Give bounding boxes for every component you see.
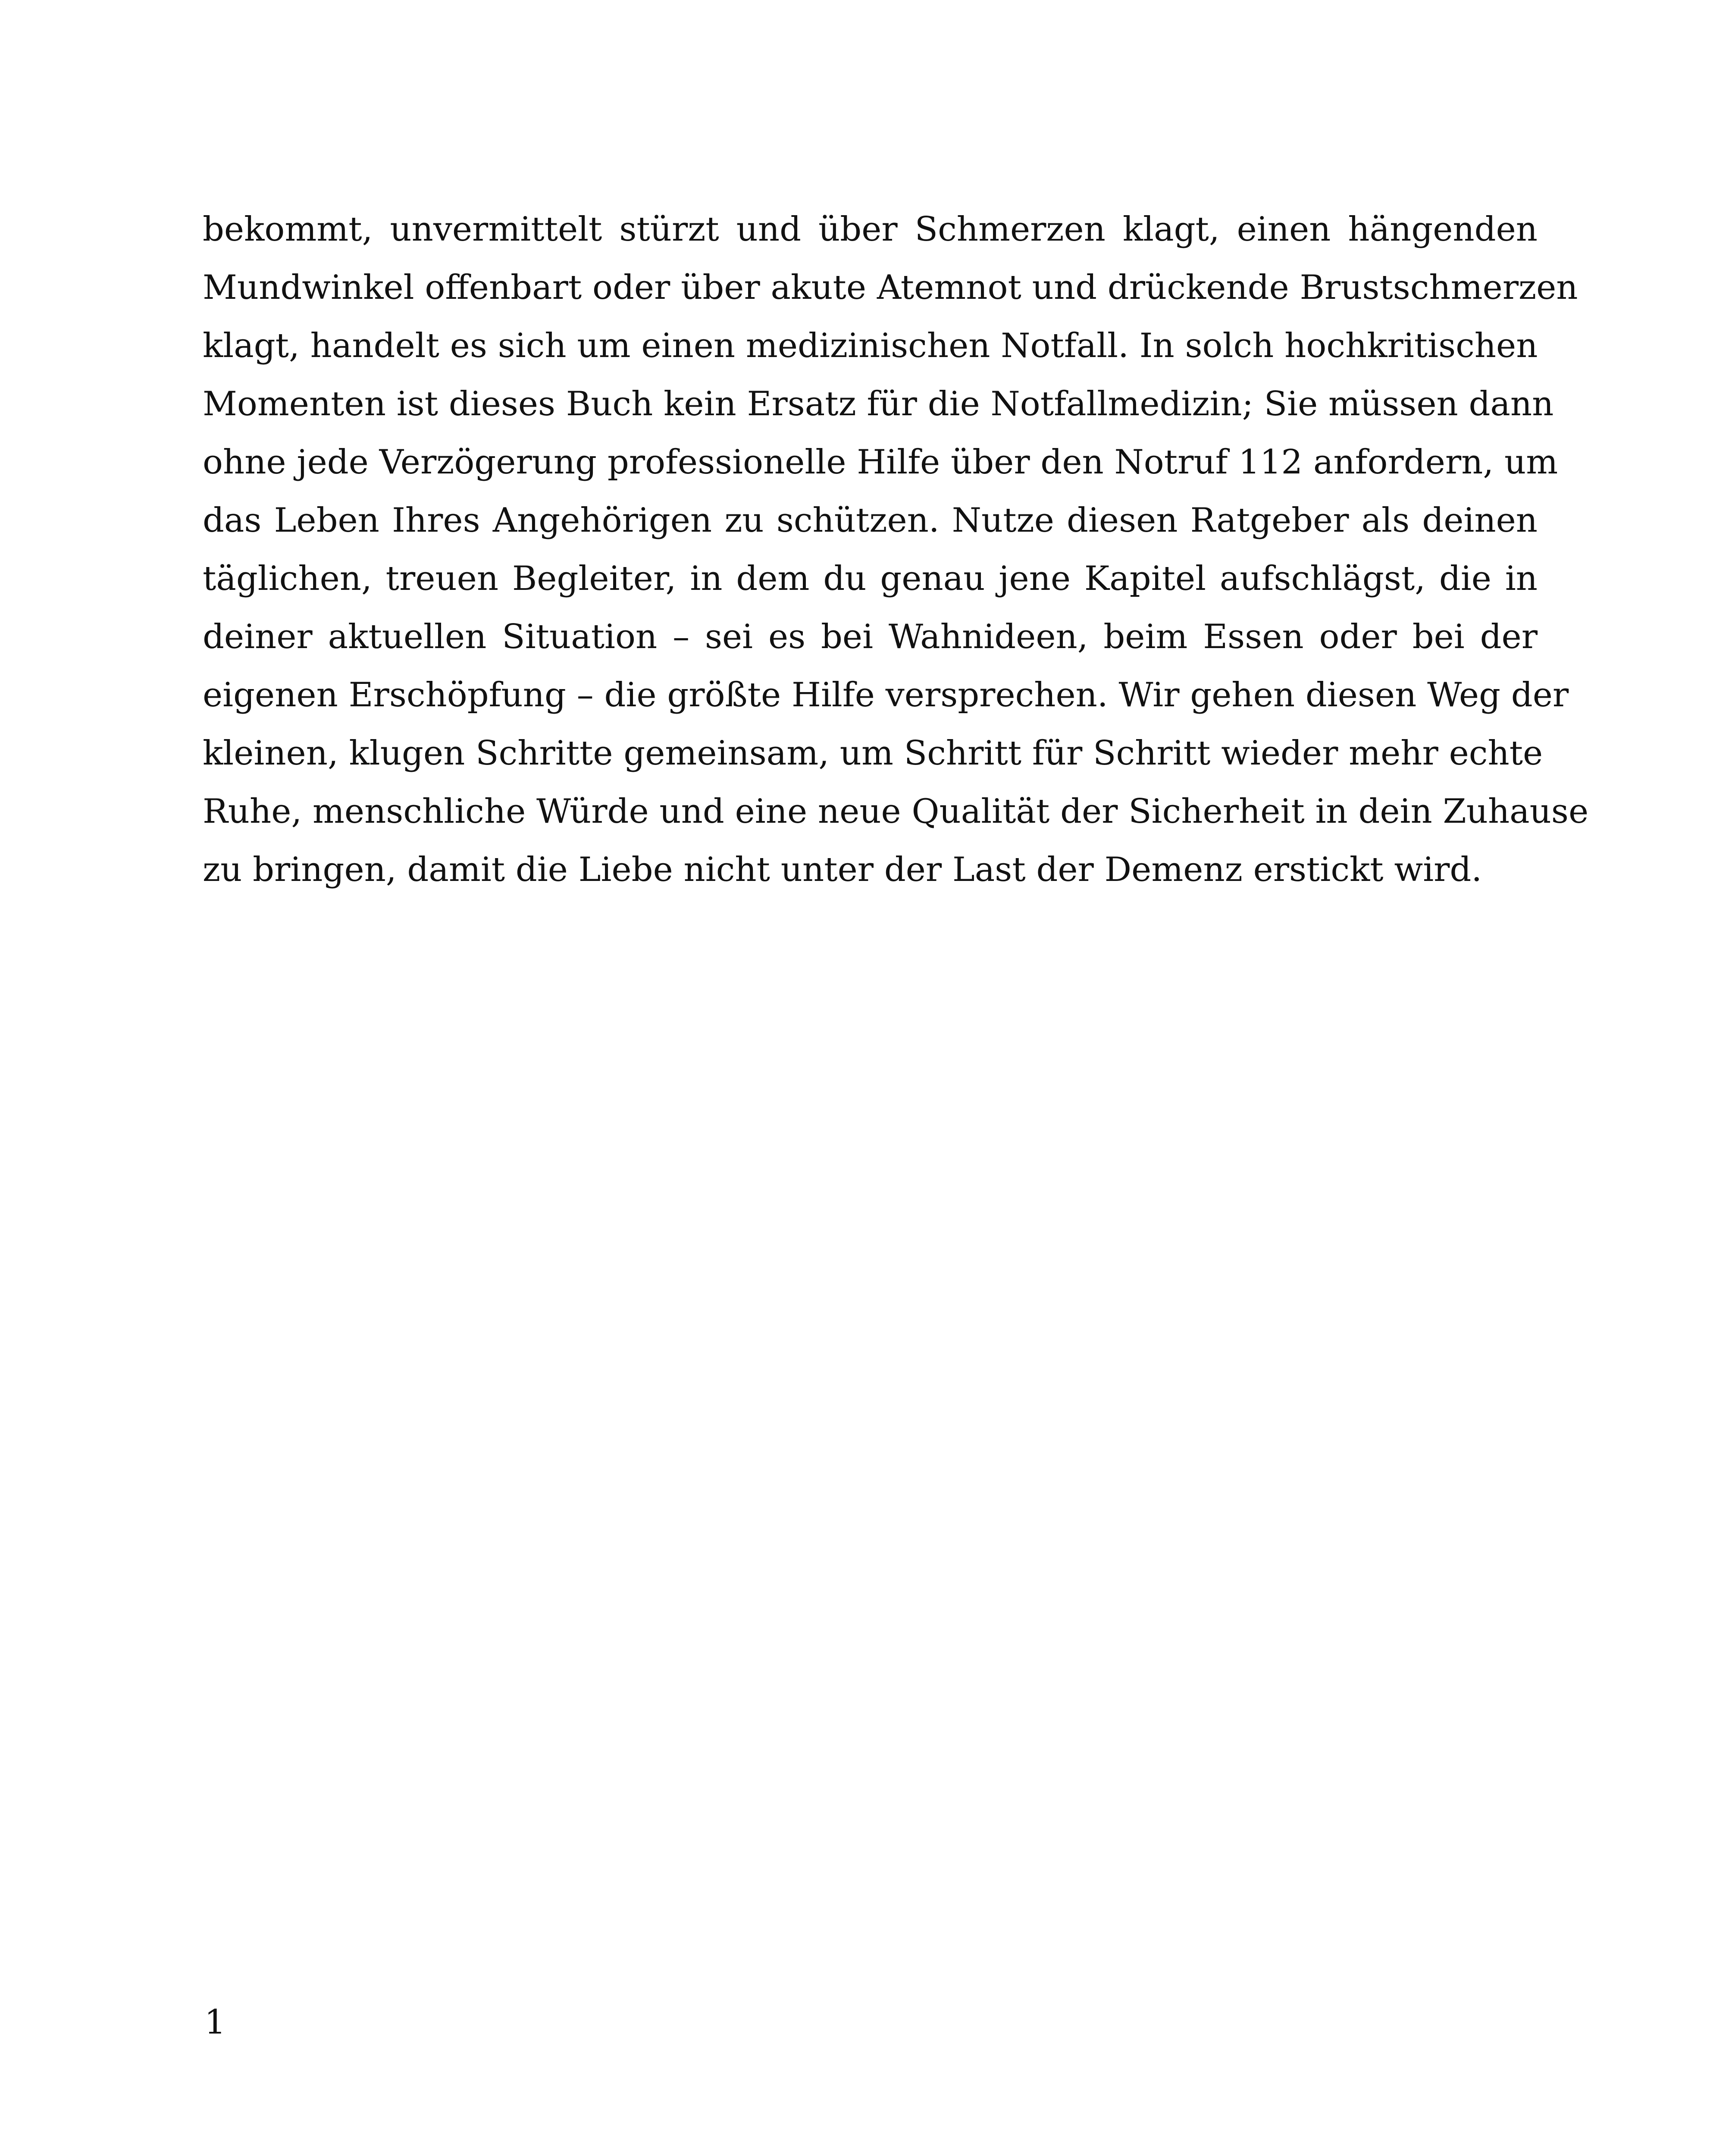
text-line-6: das Leben Ihres Angehörigen zu schützen. Nutze diesen Ratgeber als deinen (203, 501, 1538, 540)
text-line-8: deiner aktuellen Situation – sei es bei Wahnideen, beim Essen oder bei der (203, 617, 1538, 656)
text-line-9: eigenen Erschöpfung – die größte Hilfe versprechen. Wir gehen diesen Weg der (203, 676, 1569, 714)
text-line-12: zu bringen, damit die Liebe nicht unter der Last der Demenz erstickt wird. (203, 850, 1482, 889)
text-line-11: Ruhe, menschliche Würde und eine neue Qualität der Sicherheit in dein Zuhause (203, 792, 1589, 831)
text-line-4: Momenten ist dieses Buch kein Ersatz für die Notfallmedizin; Sie müssen dann (203, 385, 1554, 423)
text-line-7: täglichen, treuen Begleiter, in dem du genau jene Kapitel aufschlägst, die in (203, 559, 1538, 598)
text-line-3: klagt, handelt es sich um einen medizinischen Notfall. In solch hochkritischen (203, 326, 1538, 365)
page-number: 1 (204, 2003, 226, 2042)
text-line-5: ohne jede Verzögerung professionelle Hilfe über den Notruf 112 anfordern, um (203, 443, 1558, 482)
text-line-10: kleinen, klugen Schritte gemeinsam, um Schritt für Schritt wieder mehr echte (203, 734, 1543, 773)
text-line-1: bekommt, unvermittelt stürzt und über Schmerzen klagt, einen hängenden (203, 210, 1538, 249)
text-line-2: Mundwinkel offenbart oder über akute Atemnot und drückende Brustschmerzen (203, 268, 1578, 307)
body-paragraph (203, 201, 1589, 899)
